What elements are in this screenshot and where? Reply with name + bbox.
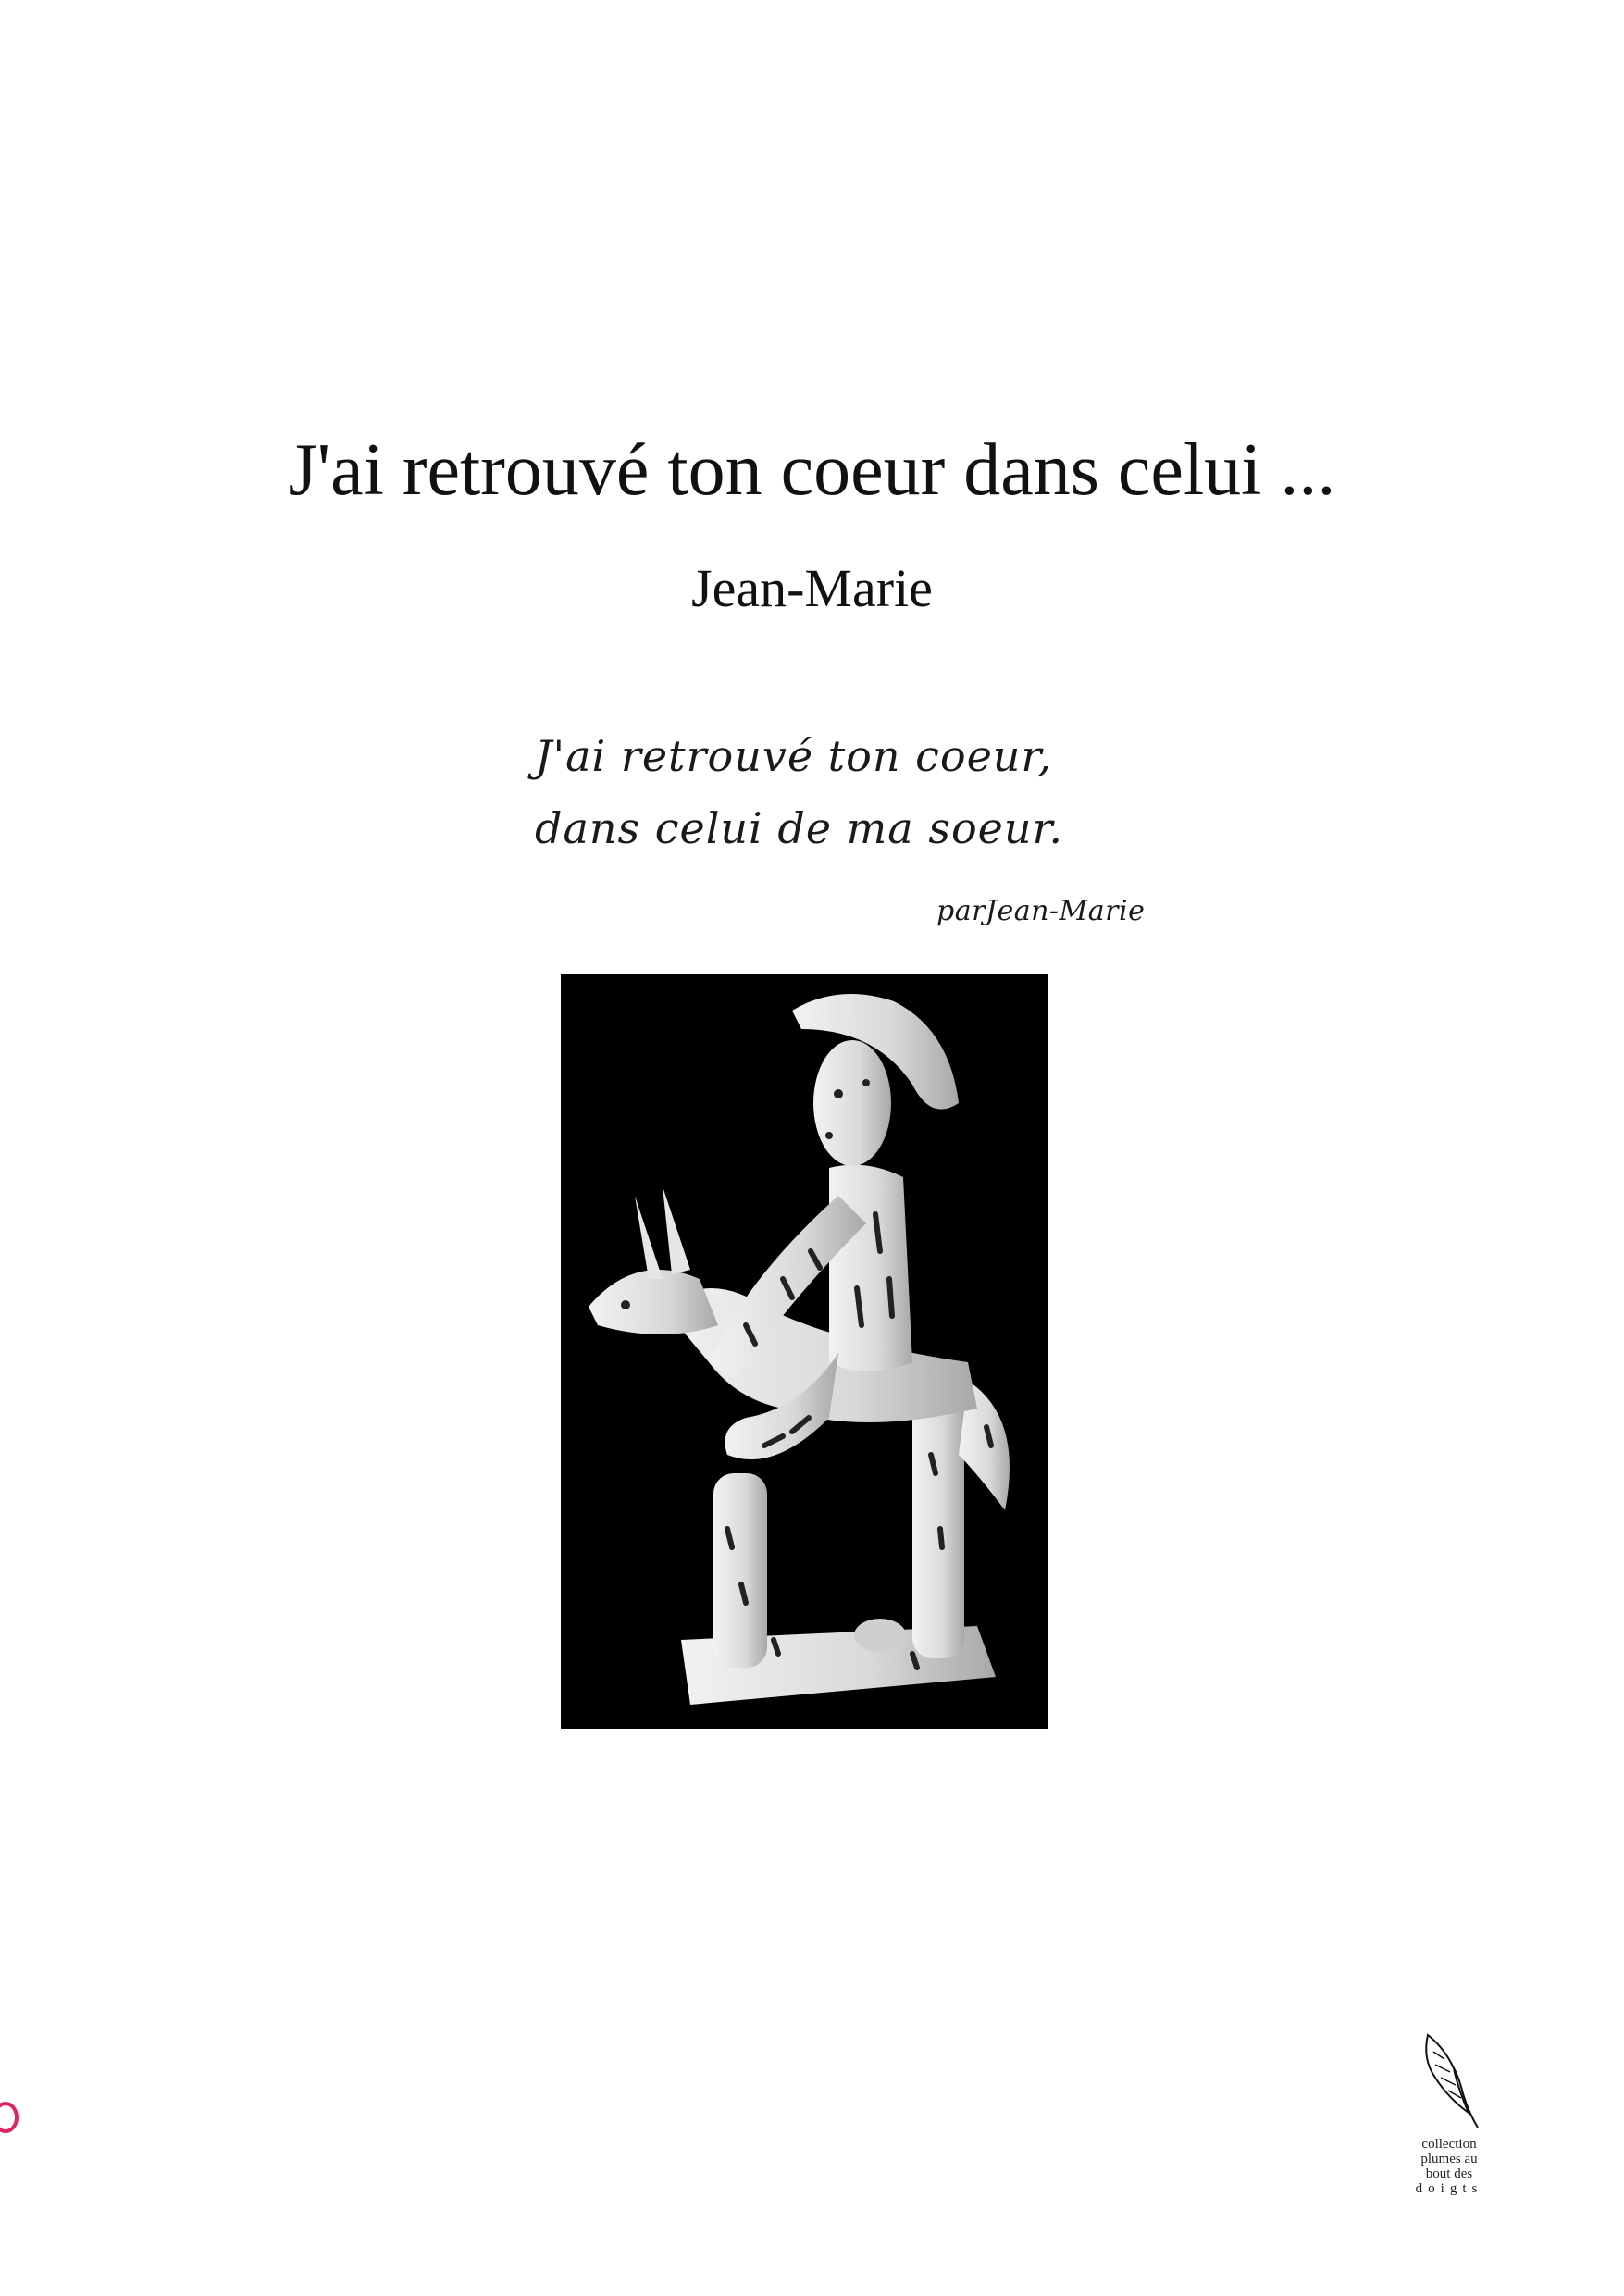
publisher-line-1: collection — [1421, 2137, 1477, 2152]
book-author: Jean-Marie — [691, 558, 933, 618]
feather-icon — [1417, 2031, 1481, 2133]
handwritten-byline: parJean-Marie — [936, 895, 1146, 927]
publisher-line-2: plumes au — [1420, 2152, 1478, 2166]
edge-mark — [0, 2102, 19, 2133]
publisher-line-4: doigts — [1415, 2181, 1483, 2196]
book-title: J'ai retrouvé ton coeur dans celui ... — [288, 429, 1336, 511]
cover-photo-figurine — [561, 974, 1048, 1729]
handwritten-line-2: dans celui de ma soeur. — [535, 803, 1064, 853]
publisher-line-3: bout des — [1425, 2166, 1473, 2181]
handwritten-line-1: J'ai retrouvé ton coeur, — [535, 731, 1052, 781]
publisher-logo — [1394, 2031, 1505, 2196]
